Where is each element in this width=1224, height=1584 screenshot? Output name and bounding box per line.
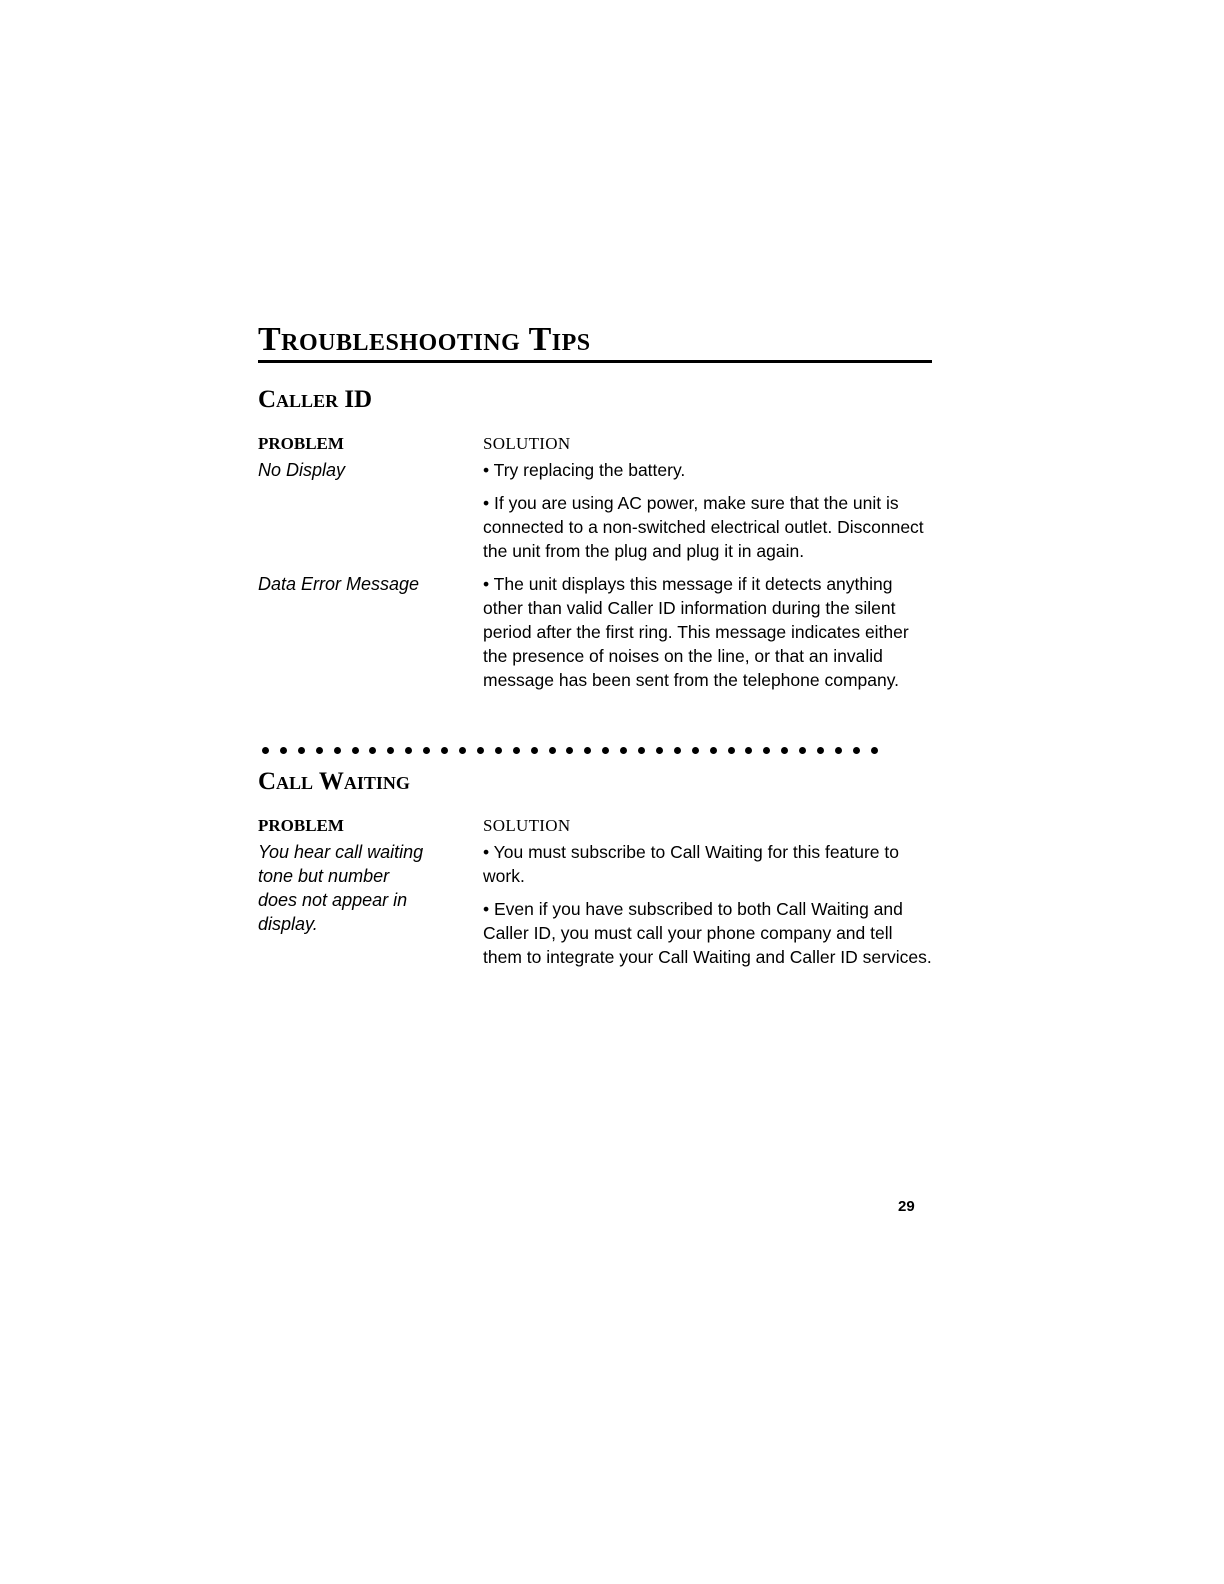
divider-dot: [835, 747, 842, 754]
solution-item: • If you are using AC power, make sure that the unit is connected to a non-switched electrical outlet. Disconnect the unit from the plug and plug it in again.: [483, 493, 924, 561]
divider-dot: [549, 747, 556, 754]
divider-dot: [352, 747, 359, 754]
problem-header: PROBLEM: [258, 816, 344, 835]
solution-list: [483, 572, 932, 701]
divider-dot: [566, 747, 573, 754]
divider-dot: [638, 747, 645, 754]
divider-dot: [620, 747, 627, 754]
divider-dot: [656, 747, 663, 754]
section-title-call-waiting: Call Waiting: [258, 768, 410, 795]
solution-list: [483, 458, 932, 572]
divider-dot: [602, 747, 609, 754]
solution-item: • The unit displays this message if it detects anything other than valid Caller ID information during the silent period after the first ring. This message indicates either the presence of noises on the line, or that an invalid message has been sent from the telephone company.: [483, 574, 909, 690]
divider-dot: [710, 747, 717, 754]
column-headers: [258, 433, 932, 455]
divider-dot: [405, 747, 412, 754]
divider-dot: [387, 747, 394, 754]
table-row: [258, 458, 932, 572]
solution-list: [483, 840, 932, 978]
table-row: [258, 840, 932, 978]
divider-dot: [817, 747, 824, 754]
page-number: 29: [898, 1198, 915, 1215]
divider-dot: [692, 747, 699, 754]
divider-dot: [280, 747, 287, 754]
page-content: [258, 320, 932, 978]
divider-dot: [853, 747, 860, 754]
solution-item: • Even if you have subscribed to both Call Waiting and Caller ID, you must call your phone company and tell them to integrate your Call Waiting and Caller ID services.: [483, 899, 932, 967]
solution-item: • Try replacing the battery.: [483, 460, 686, 480]
divider-dot: [799, 747, 806, 754]
divider-dot: [745, 747, 752, 754]
problem-text: No Display: [258, 460, 346, 480]
problem-header: PROBLEM: [258, 434, 344, 453]
page-title: Troubleshooting Tips: [258, 320, 932, 363]
solution-header: SOLUTION: [483, 434, 571, 453]
divider-dot: [477, 747, 484, 754]
divider-dot: [495, 747, 502, 754]
divider-dot: [459, 747, 466, 754]
divider-dot: [531, 747, 538, 754]
solution-header: SOLUTION: [483, 816, 571, 835]
divider-dot: [334, 747, 341, 754]
divider-dot: [298, 747, 305, 754]
divider-dot: [728, 747, 735, 754]
divider-dot: [316, 747, 323, 754]
divider-dot: [441, 747, 448, 754]
divider-dot: [423, 747, 430, 754]
problem-text: Data Error Message: [258, 574, 420, 594]
divider-dot: [781, 747, 788, 754]
divider-dot: [763, 747, 770, 754]
solution-item: • You must subscribe to Call Waiting for this feature to work.: [483, 842, 899, 886]
divider-dot: [513, 747, 520, 754]
divider-dot: [674, 747, 681, 754]
divider-dot: [262, 747, 269, 754]
column-headers: [258, 815, 932, 837]
problem-text: You hear call waiting tone but number does not appear in display.: [258, 842, 424, 934]
divider-dot: [584, 747, 591, 754]
divider-dot: [871, 747, 878, 754]
dotted-divider: [258, 743, 932, 757]
section-title-caller-id: Caller ID: [258, 386, 373, 413]
divider-dot: [369, 747, 376, 754]
table-row: [258, 572, 932, 701]
